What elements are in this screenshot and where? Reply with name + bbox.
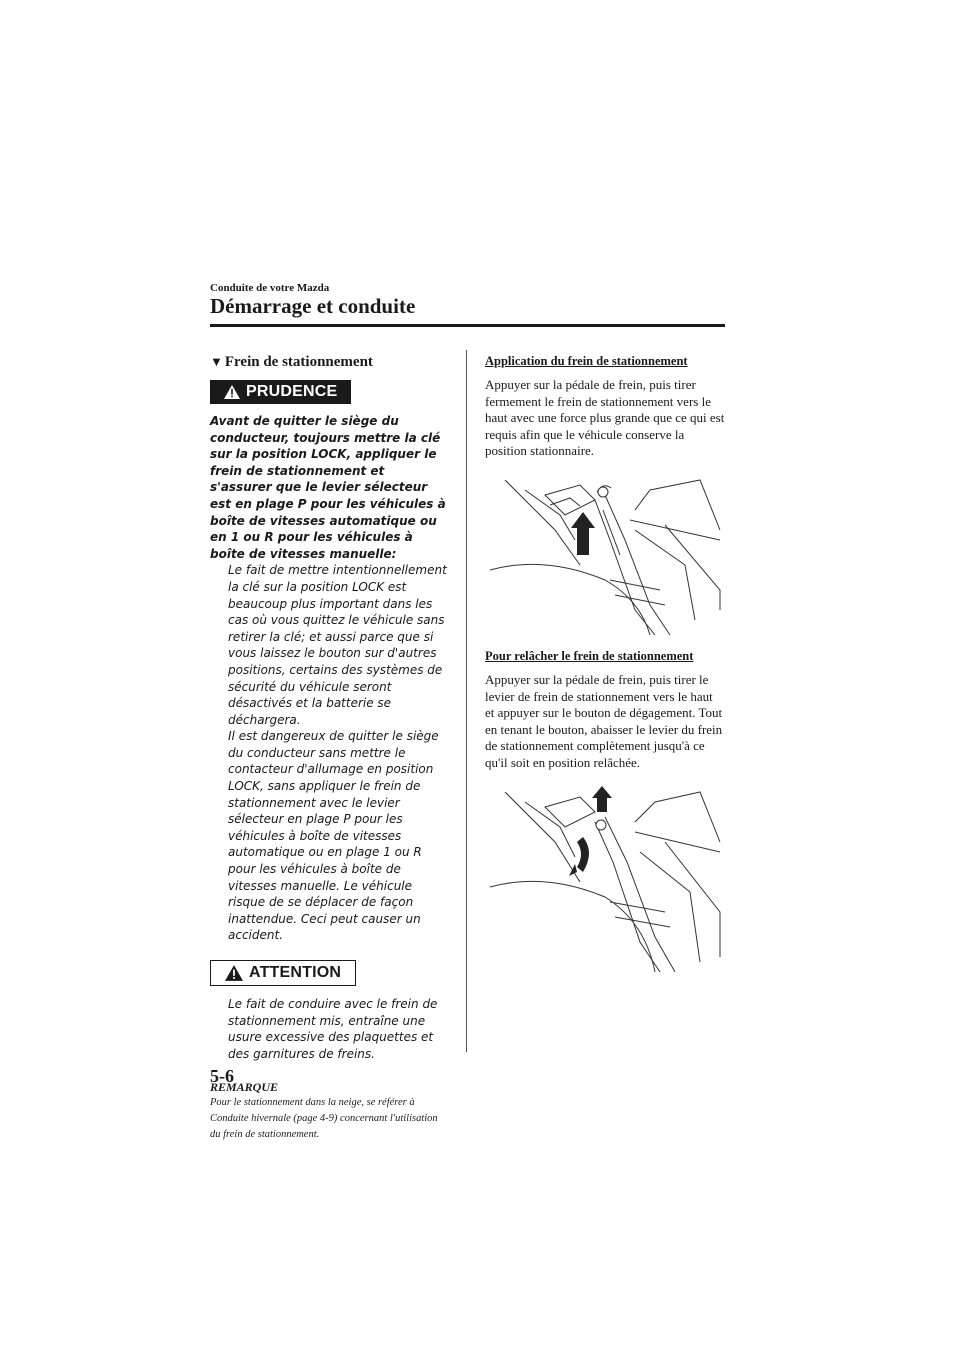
- release-heading: Pour relâcher le frein de stationnement: [485, 648, 694, 663]
- section-heading: [210, 354, 450, 371]
- column-divider: [466, 350, 467, 1052]
- note-title: REMARQUE: [210, 1080, 279, 1095]
- page-title: Démarrage et conduite: [210, 294, 416, 318]
- right-column: [485, 354, 725, 972]
- parking-brake-release-illustration: [485, 782, 725, 972]
- triangle-marker-icon: ▼: [210, 354, 223, 369]
- left-column: [210, 354, 450, 1143]
- caution-body-text-1: Le fait de mettre intentionnellement la clé sur la position LOCK est beaucoup plus important dans les cas où vous quittez le véhicule sans retirer la clé; et aussi parce que si vous laissez le bouton sur d'autres positions, certains des systèmes de sécurité du véhicule seront désactivés et la batterie se déchargera.: [228, 563, 447, 727]
- apply-heading: Application du frein de stationnement: [485, 354, 688, 368]
- attention-body-text: Le fait de conduire avec le frein de stationnement mis, entraîne une usure excessive des plaquettes et des garnitures de freins.: [228, 997, 438, 1061]
- caution-badge: [210, 380, 351, 404]
- section-label: Conduite de votre Mazda: [210, 282, 330, 294]
- section-heading-text: Frein de stationnement: [224, 354, 373, 370]
- page-number: 5-6: [210, 1066, 234, 1086]
- attention-badge: [210, 960, 356, 986]
- caution-body-text-2: Il est dangereux de quitter le siège du conducteur sans mettre le contacteur d'allumage en position LOCK, sans appliquer le frein de stationnement avec le levier sélecteur en plage P pour les véhicules à boîte de vitesses automatique ou en plage 1 ou R pour les véhicules à boîte de vitesses manuelle. Le véhicule risque de se déplacer de façon inattendue. Ceci peut causer un accident.: [228, 729, 439, 943]
- release-text: Appuyer sur la pédale de frein, puis tirer le levier de frein de stationnement vers le haut et appuyer sur le bouton de dégagement. Tout en tenant le bouton, abaisser le levier du frein de stationnement complètement jusqu'à ce qu'il soit en position relâchée.: [485, 671, 723, 770]
- header-divider: [210, 324, 725, 327]
- parking-brake-apply-illustration: [485, 470, 725, 635]
- apply-text: Appuyer sur la pédale de frein, puis tirer fermement le frein de stationnement vers le haut avec une force plus grande que ce qui est requis afin que le véhicule conserve la position stationnaire.: [485, 377, 725, 459]
- caution-lead-text: Avant de quitter le siège du conducteur, toujours mettre la clé sur la position LOCK, appliquer le frein de stationnement et s'assurer que le levier sélecteur est en plage P pour les véhicules à boîte de vitesses automatique ou en 1 ou R pour les véhicules à boîte de vitesses manuelle:: [210, 414, 446, 561]
- caution-label: PRUDENCE: [246, 383, 338, 400]
- warning-icon: [225, 965, 243, 981]
- note-text: Pour le stationnement dans la neige, se référer à Conduite hivernale (page 4-9) concernant l'utilisation du frein de stationnement.: [210, 1097, 438, 1141]
- attention-label: ATTENTION: [249, 964, 342, 981]
- warning-icon: [224, 385, 240, 399]
